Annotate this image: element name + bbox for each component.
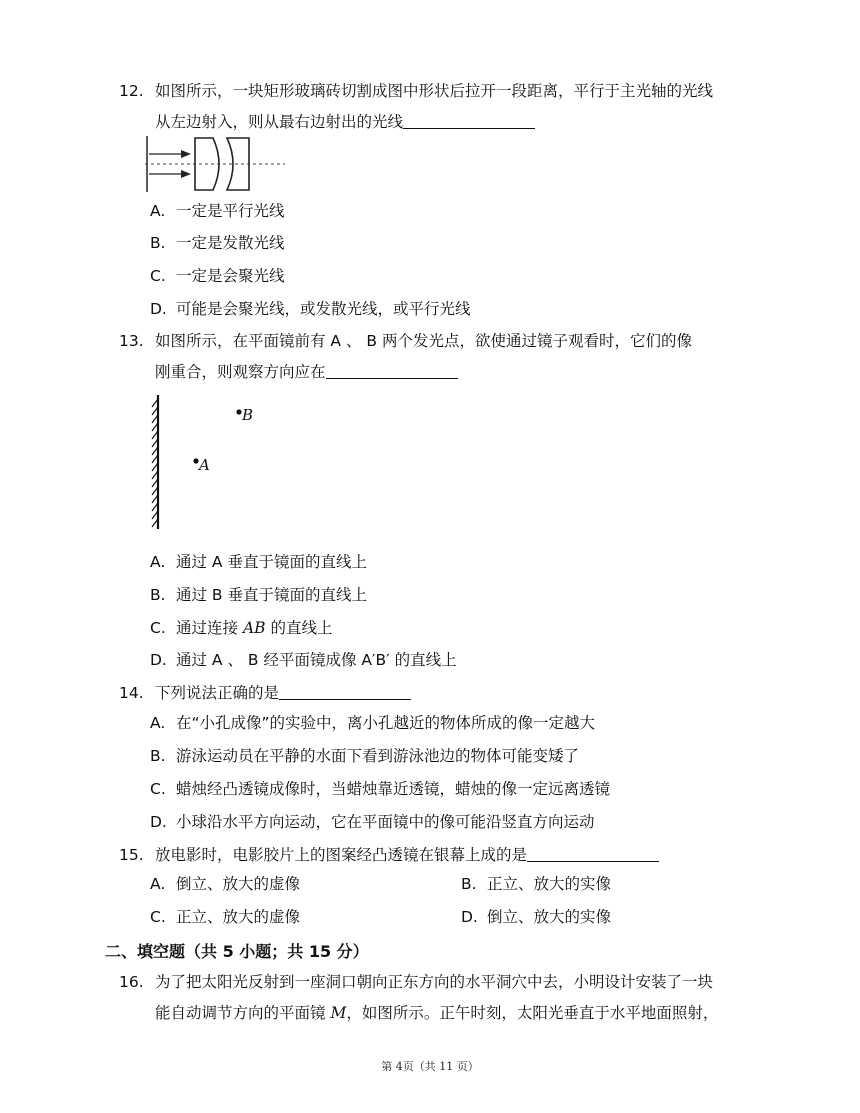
option-13-d[interactable]: D. 通过 A 、 B 经平面镜成像 A′B′ 的直线上 — [150, 651, 457, 669]
option-15-c[interactable]: C. 正立、放大的虚像 — [150, 908, 301, 926]
question-16 — [119, 967, 779, 1029]
option-12-c[interactable]: C. 一定是会聚光线 — [150, 267, 285, 285]
point-b — [236, 409, 241, 414]
question-stem-line2: 从左边射入，则从最右边射出的光线 — [155, 107, 765, 138]
question-stem-line1: 如图所示，一块矩形玻璃砖切割成图中形状后拉开一段距离，平行于主光轴的光线 — [155, 82, 714, 100]
option-14-a[interactable]: A. 在“小孔成像”的实验中，离小孔越近的物体所成的像一定越大 — [150, 714, 596, 732]
option-13-c[interactable]: C. 通过连接 AB 的直线上 — [150, 619, 333, 637]
page-footer: 第 4页（共 11 页） — [381, 1060, 479, 1073]
question-stem-line1: 为了把太阳光反射到一座洞口朝向正东方向的水平洞穴中去，小明设计安装了一块 — [155, 973, 714, 991]
question-12 — [119, 76, 779, 138]
question-stem-line1: 放电影时，电影胶片上的图案经凸透镜在银幕上成的是 — [155, 840, 765, 871]
option-12-d[interactable]: D. 可能是会聚光线，或发散光线，或平行光线 — [150, 300, 471, 318]
question-number: 12. — [119, 82, 144, 100]
question-14 — [119, 678, 779, 709]
point-a-label: A — [199, 456, 210, 474]
question-number: 14. — [119, 684, 144, 702]
question-number: 16. — [119, 973, 144, 991]
answer-blank[interactable] — [326, 360, 458, 379]
option-15-a[interactable]: A. 倒立、放大的虚像 — [150, 875, 301, 893]
point-a — [193, 458, 198, 463]
option-15-d[interactable]: D. 倒立、放大的实像 — [461, 908, 612, 926]
answer-blank[interactable] — [279, 681, 411, 700]
question-number: 13. — [119, 332, 144, 350]
question-stem-line2: 能自动调节方向的平面镜 M，如图所示。正午时刻，太阳光垂直于水平地面照射， — [155, 1004, 719, 1022]
question-stem-line1: 下列说法正确的是 — [155, 678, 765, 709]
option-13-a[interactable]: A. 通过 A 垂直于镜面的直线上 — [150, 553, 367, 571]
question-13 — [119, 326, 779, 388]
lens-figure — [145, 136, 290, 194]
section-title: 二、填空题（共 5 小题；共 15 分） — [105, 942, 369, 961]
option-12-b[interactable]: B. 一定是发散光线 — [150, 234, 285, 252]
point-b-label: B — [242, 406, 254, 424]
question-stem-line1: 如图所示，在平面镜前有 A 、 B 两个发光点，欲使通过镜子观看时，它们的像 — [155, 332, 692, 350]
option-13-b[interactable]: B. 通过 B 垂直于镜面的直线上 — [150, 586, 367, 604]
question-number: 15. — [119, 846, 144, 864]
answer-blank[interactable] — [527, 843, 659, 862]
option-15-b[interactable]: B. 正立、放大的实像 — [461, 875, 612, 893]
option-14-b[interactable]: B. 游泳运动员在平静的水面下看到游泳池边的物体可能变矮了 — [150, 747, 580, 765]
answer-blank[interactable] — [403, 110, 535, 129]
option-14-d[interactable]: D. 小球沿水平方向运动，它在平面镜中的像可能沿竖直方向运动 — [150, 813, 595, 831]
question-15 — [119, 840, 779, 871]
option-12-a[interactable]: A. 一定是平行光线 — [150, 202, 285, 220]
option-14-c[interactable]: C. 蜡烛经凸透镜成像时，当蜡烛靠近透镜，蜡烛的像一定远离透镜 — [150, 780, 611, 798]
question-stem-line2: 刚重合，则观察方向应在 — [155, 357, 765, 388]
